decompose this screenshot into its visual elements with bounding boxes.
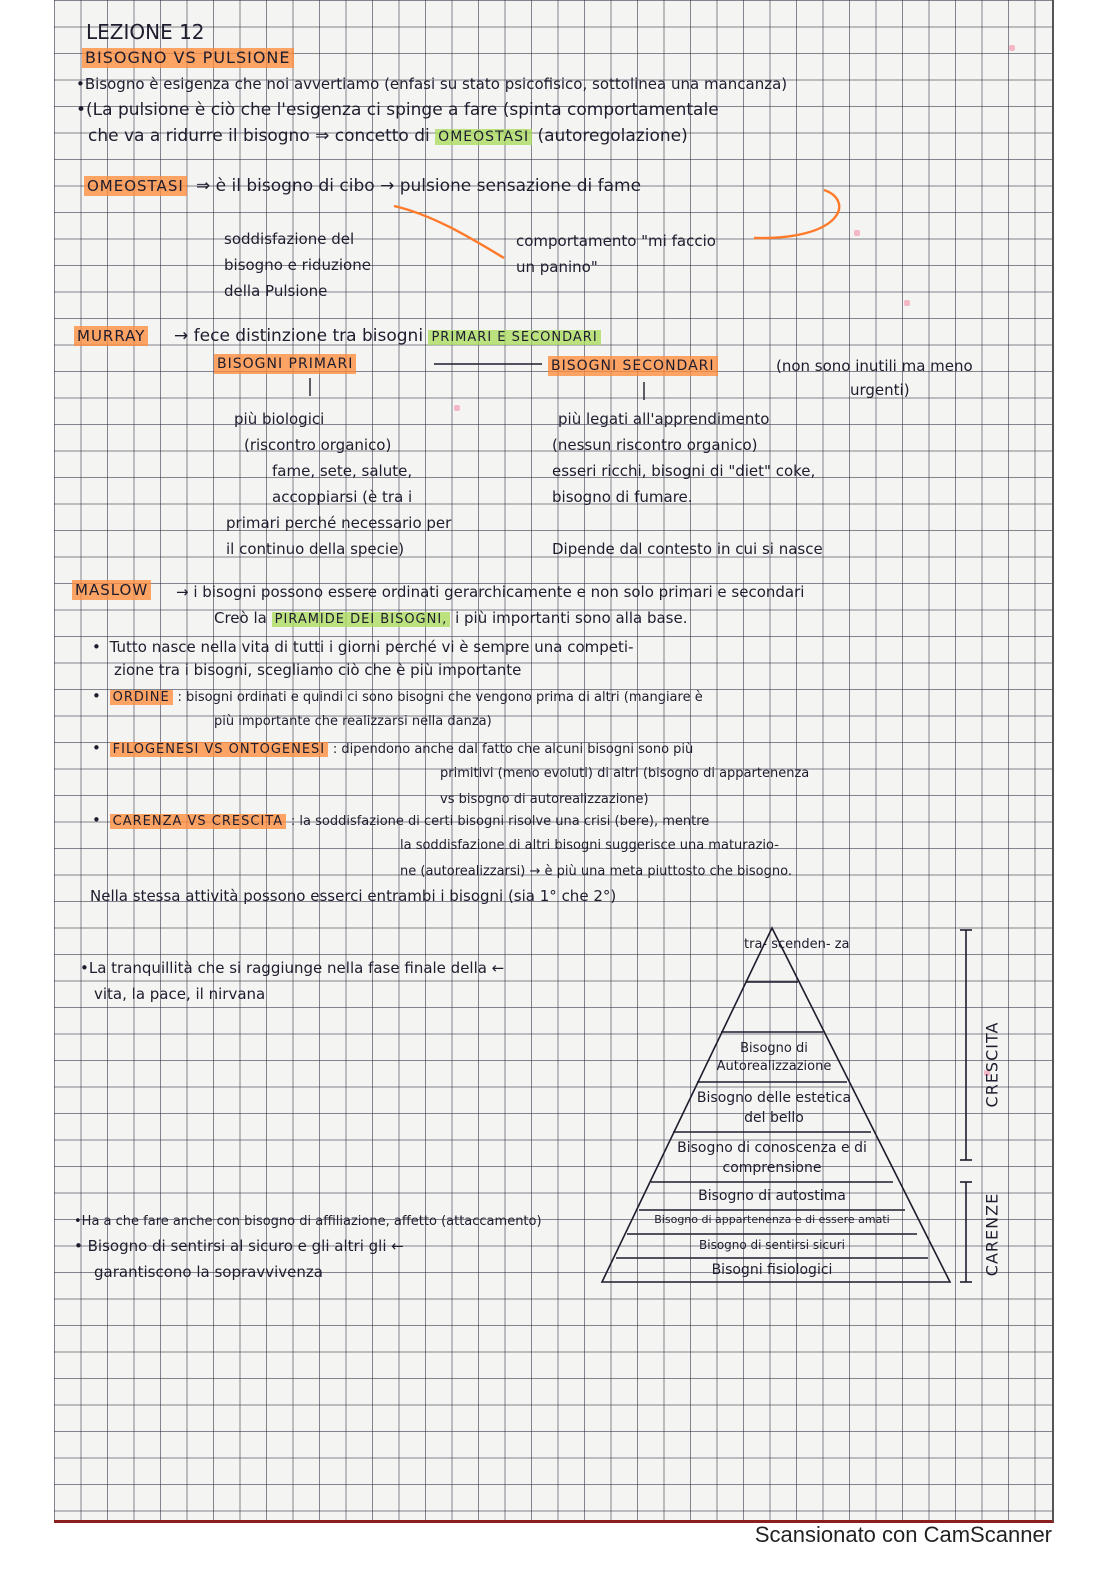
text-fragment: Creò la (214, 609, 267, 627)
list-item: bisogno di fumare. (552, 488, 693, 506)
list-item: più biologici (234, 410, 325, 428)
note-affiliazione: •Ha a che fare anche con bisogno di affiliazione, affetto (attaccamento) (74, 1214, 542, 1229)
label-maslow: MASLOW (72, 580, 151, 600)
title-bisogni-primari: BISOGNI PRIMARI (214, 354, 356, 374)
list-item: Dipende dal contesto in cui si nasce (552, 540, 823, 558)
pyramid-level: Bisogno di autostima (698, 1188, 846, 1204)
label-ordine: ORDINE (110, 690, 173, 705)
pyramid-level: Bisogno di sentirsi sicuri (699, 1238, 845, 1252)
pyramid-level: tra- scenden- za (744, 937, 850, 952)
list-item: più legati all'apprendimento (558, 410, 770, 428)
note-tranquillita: vita, la pace, il nirvana (94, 985, 266, 1003)
label-crescita: CRESCITA (982, 1021, 1002, 1108)
text-line: Nella stessa attività possono esserci entrambi i bisogni (sia 1° che 2°) (90, 887, 617, 905)
text-line: ⇒ è il bisogno di cibo → pulsione sensazione di fame (196, 176, 642, 196)
list-item: fame, sete, salute, (272, 462, 413, 480)
label-murray: MURRAY (74, 326, 148, 346)
label-omeostasi: OMEOSTASI (84, 176, 187, 196)
text-fragment: Tutto nasce nella vita di tutti i giorni perché vi è sempre una competi- (109, 638, 634, 656)
text-fragment: → fece distinzione tra bisogni (174, 326, 424, 346)
pyramid-level: Bisogno di conoscenza e di comprensione (677, 1140, 867, 1176)
note-line: un panino" (516, 258, 598, 276)
note-line: della Pulsione (224, 282, 328, 300)
highlight-omeostasi: OMEOSTASI (435, 129, 532, 145)
list-item: (riscontro organico) (244, 436, 392, 454)
text-line: la soddisfazione di altri bisogni suggerisce una maturazio- (400, 838, 779, 853)
text-line: ne (autorealizzarsi) → è più una meta piuttosto che bisogno. (400, 864, 792, 879)
pyramid-diagram (54, 0, 1052, 1520)
note-secondari: (non sono inutili ma meno (776, 357, 973, 375)
label-carenza: CARENZA VS CRESCITA (110, 814, 286, 829)
list-item: il continuo della specie) (226, 540, 405, 558)
pyramid-level: Bisogno di Autorealizzazione (716, 1041, 832, 1074)
text-fragment: : la soddisfazione di certi bisogni risolve una crisi (bere), mentre (290, 814, 710, 829)
list-item: esseri ricchi, bisogni di "diet" coke, (552, 462, 816, 480)
text-line: •(La pulsione è ciò che l'esigenza ci spinge a fare (spinta comportamentale (76, 100, 719, 120)
text-line: •Bisogno è esigenza che noi avvertiamo (enfasi su stato psicofisico, sottolinea una mancanza) (76, 75, 788, 93)
note-line: comportamento "mi faccio (516, 232, 716, 250)
text-line: più importante che realizzarsi nella danza) (214, 714, 492, 729)
note-sicurezza: garantiscono la sopravvivenza (94, 1263, 323, 1281)
scanner-footer: Scansionato con CamScanner (754, 1522, 1052, 1547)
label-carenze: CARENZE (982, 1192, 1002, 1277)
text-line: primitivi (meno evoluti) di altri (bisogno di appartenenza (440, 766, 810, 781)
note-sicurezza: • Bisogno di sentirsi al sicuro e gli altri gli ← (74, 1237, 404, 1255)
text-line: zione tra i bisogni, scegliamo ciò che è più importante (114, 661, 522, 679)
pyramid-level: Bisogno di appartenenza e di essere amati (654, 1213, 890, 1226)
text-fragment: i più importanti sono alla base. (455, 609, 688, 627)
note-secondari: urgenti) (850, 381, 910, 399)
pyramid-level: Bisogno delle estetica del bello (696, 1090, 852, 1126)
text-fragment: (autoregolazione) (537, 126, 688, 146)
text-line: → i bisogni possono essere ordinati gerarchicamente e non solo primari e secondari (176, 583, 805, 601)
highlight-piramide: PIRAMIDE DEI BISOGNI, (272, 612, 451, 627)
highlight-primari-secondari: PRIMARI E SECONDARI (428, 330, 600, 345)
note-line: soddisfazione del (224, 230, 355, 248)
note-line: bisogno e riduzione (224, 256, 371, 274)
title-bisogni-secondari: BISOGNI SECONDARI (548, 356, 718, 376)
label-filogenesi: FILOGENESI VS ONTOGENESI (110, 742, 329, 757)
text-fragment: : bisogni ordinati e quindi ci sono bisogni che vengono prima di altri (mangiare è (177, 690, 703, 705)
text-fragment: : dipendono anche dal fatto che alcuni bisogni sono più (332, 742, 694, 757)
notebook-page (54, 0, 1054, 1523)
text-fragment: che va a ridurre il bisogno ⇒ concetto di (88, 126, 430, 146)
text-line: vs bisogno di autorealizzazione) (440, 792, 649, 807)
section-heading-bisogno-pulsione: BISOGNO VS PULSIONE (82, 48, 294, 68)
list-item: accoppiarsi (è tra i (272, 488, 413, 506)
list-item: primari perché necessario per (226, 514, 452, 532)
note-tranquillita: •La tranquillità che si raggiunge nella fase finale della ← (80, 959, 505, 977)
list-item: (nessun riscontro organico) (552, 436, 758, 454)
lesson-title: LEZIONE 12 (86, 20, 205, 44)
pyramid-level: Bisogni fisiologici (711, 1262, 833, 1278)
